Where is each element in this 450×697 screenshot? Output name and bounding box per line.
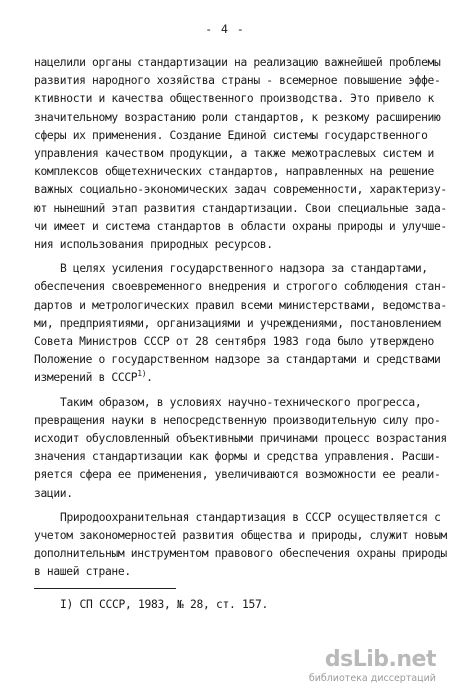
text-line: дополнительным инструментом правового обеспечения охраны природы — [34, 547, 447, 561]
text-line: превращения науки в непосредственную производительную силу про- — [34, 413, 441, 427]
text-line: значительному возрастанию роли стандартов, к резкому расширению — [34, 110, 441, 124]
text-line: исходит обусловленный объективными причинами процесс возрастания — [34, 432, 447, 445]
watermark-logo: dsLib.net — [324, 647, 436, 672]
text-line: ми, предприятиями, организациями и учреждениями, постановлением — [34, 316, 441, 330]
text-line: зации. — [34, 486, 73, 500]
text-line: Положение о государственном надзоре за стандартами и средствами — [34, 353, 441, 367]
site-watermark — [308, 647, 436, 689]
footnote-separator — [34, 588, 176, 589]
text-line: развития народного хозяйства страны - всемерное повышение эффе- — [34, 74, 441, 88]
text-line: В целях усиления государственного надзора за стандартами, — [60, 262, 428, 276]
text-line: ют нынешний этап развития стандартизации. Свои специальные зада- — [34, 201, 447, 215]
text-line: чи имеет и система стандартов в области охраны природы и улучше- — [34, 219, 447, 233]
watermark-subtitle: библиотека диссертаций — [308, 673, 436, 684]
text-line: Природоохранительная стандартизация в СССР осуществляется с — [60, 510, 441, 524]
text-line: ктивности и качества общественного производства. Это привело к — [34, 92, 434, 106]
text-fragment: измерений в СССР — [34, 371, 138, 385]
footnote-text: I) СП СССР, 1983, № 28, ст. 157. — [60, 597, 269, 611]
text-line: ряется сфера ее применения, увеличиваются возможности ее реали- — [34, 468, 441, 482]
text-line: комплексов общетехнических стандартов, направленных на решение — [34, 165, 434, 179]
text-line: ния использования природных ресурсов. — [34, 238, 273, 251]
footnote-reference: 1) — [137, 369, 147, 379]
text-line: нацелили органы стандартизации на реализацию важнейшей проблемы — [34, 56, 441, 69]
text-line: в нашей стране. — [34, 565, 131, 579]
text-line: Таким образом, в условиях научно-технического прогресса, — [60, 395, 422, 409]
period: . — [146, 371, 153, 385]
text-line-with-footnote — [34, 371, 153, 385]
text-line: дартов и метрологических правил всеми министерствами, ведомства- — [34, 298, 447, 312]
text-line: значения стандартизации как формы и средства управления. Расши- — [34, 450, 441, 464]
text-line: учетом закономерностей развития общества и природы, служит новым — [34, 529, 447, 542]
text-line: сферы их применения. Создание Единой системы государственного — [34, 128, 428, 142]
text-line: управления качеством продукции, а также межотраслевых систем и — [34, 147, 434, 160]
text-line: важных социально-экономических задач современности, характеризу- — [34, 183, 447, 197]
text-line: обеспечения своевременного внедрения и строгого соблюдения стан- — [34, 280, 447, 294]
text-line: Совета Министров СССР от 28 сентября 1983 года было утверждено — [34, 335, 434, 348]
page-number: - 4 - — [205, 22, 245, 36]
